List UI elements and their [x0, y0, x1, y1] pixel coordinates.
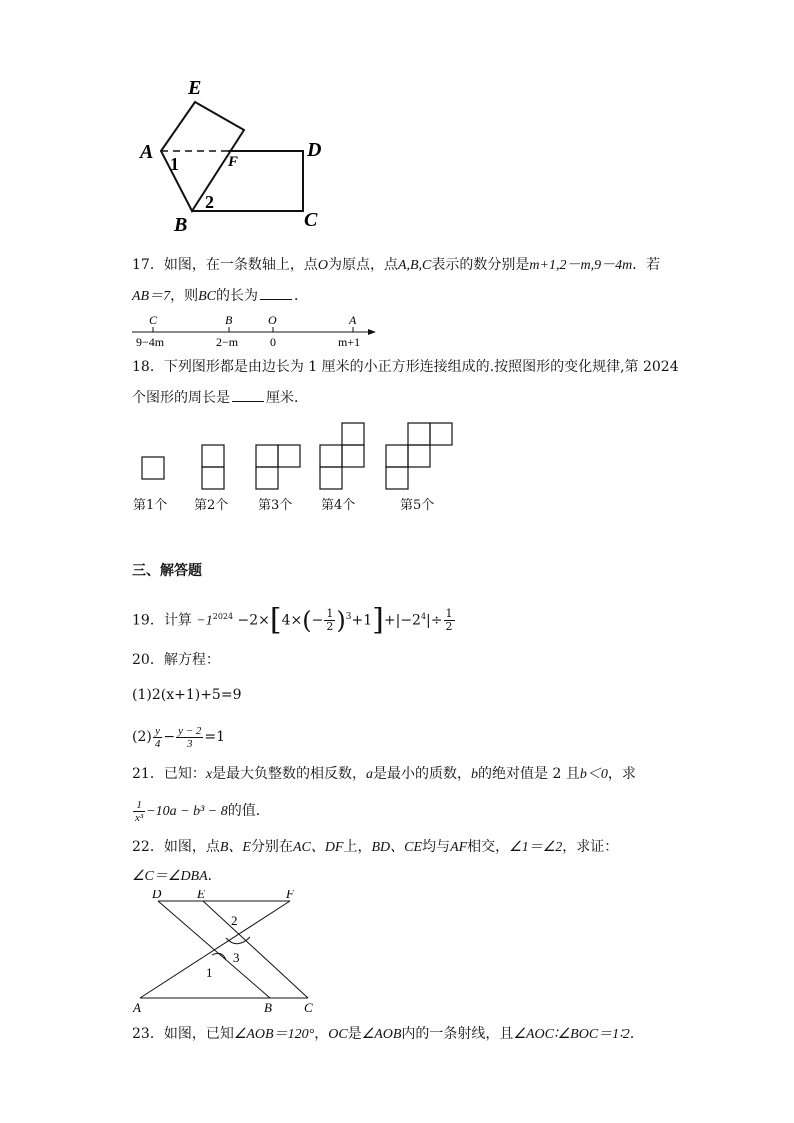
- axis-label-A: A: [349, 313, 357, 327]
- figure-rect-triangle: [130, 72, 350, 242]
- label-A: A: [133, 1000, 141, 1015]
- label-E: E: [197, 890, 205, 901]
- answer-blank: [232, 388, 264, 402]
- axis-label-O: O: [268, 313, 277, 327]
- label-angle-1: 1: [170, 154, 179, 174]
- label-D: D: [152, 890, 162, 901]
- question-22-line1: 22．如图，点B、E分别在AC、DF上，BD、CE均与AF相交，∠1＝∠2，求证：: [132, 839, 619, 855]
- figure-parallel-lines: [130, 890, 330, 1018]
- axis-value-C: 9−4m: [136, 335, 165, 349]
- caption-figure-4: 第4个: [321, 498, 356, 513]
- question-20-title: 20．解方程：: [132, 652, 220, 668]
- question-20-part1: (1)2(x+1)+5=9: [132, 687, 242, 703]
- question-18-line2: 个图形的周长是 厘米．: [132, 390, 308, 406]
- caption-figure-1: 第1个: [133, 498, 168, 513]
- caption-figure-5: 第5个: [400, 498, 435, 513]
- question-18-line1: 18．下列图形都是由边长为 1 厘米的小正方形连接组成的.按照图形的变化规律,第 2024: [132, 359, 679, 375]
- section-heading: 三、解答题: [132, 563, 202, 579]
- label-F: F: [286, 890, 294, 901]
- question-22-line2: ∠C＝∠DBA．: [132, 868, 222, 884]
- label-angle-3: 3: [233, 950, 240, 965]
- label-B: B: [174, 214, 188, 236]
- axis-value-A: m+1: [338, 335, 361, 349]
- label-E: E: [188, 77, 202, 99]
- label-B: B: [264, 1000, 272, 1015]
- question-20-part2: (2) $\frac{y}{4}$ − $\frac{y - 2}{3}$ =1: [132, 724, 226, 750]
- question-17-line2: AB＝7，则BC的长为 ．: [132, 288, 308, 304]
- axis-value-O: 0: [270, 335, 276, 349]
- caption-figure-2: 第2个: [194, 498, 229, 513]
- square-pattern-figure: [130, 420, 460, 495]
- question-17-line1: 17．如图，在一条数轴上，点O为原点，点A,B,C表示的数分别是m+1,2－m,9－4m．若: [132, 257, 661, 273]
- question-23: 23．如图，已知∠AOB＝120°，OC是∠AOB内的一条射线，且∠AOC∶∠BOC＝1∶2．: [132, 1026, 644, 1042]
- label-D: D: [307, 139, 322, 161]
- label-angle-1: 1: [206, 965, 213, 980]
- label-F: F: [228, 154, 239, 170]
- label-angle-2: 2: [205, 192, 214, 212]
- axis-label-B: B: [225, 313, 233, 327]
- label-A: A: [140, 141, 154, 163]
- number-line: [130, 310, 380, 350]
- label-C: C: [304, 209, 318, 231]
- answer-blank: [260, 286, 292, 300]
- label-C: C: [304, 1000, 313, 1015]
- label-angle-2: 2: [231, 913, 238, 928]
- axis-value-B: 2−m: [216, 335, 239, 349]
- question-19: 19．计算 $-1^{2024} -2\times[4\times(-$ $\frac{1}{2}$ )$^3+1]+|-2^4|\div$ $\frac{1}{2}$: [132, 602, 453, 638]
- axis-label-C: C: [149, 313, 158, 327]
- caption-figure-3: 第3个: [258, 498, 293, 513]
- question-21-line1: 21．已知：x是最大负整数的相反数，a是最小的质数，b的绝对值是 2 且b＜0，求: [132, 766, 636, 782]
- question-21-line2: $\frac{1}{\text{x³}}$ −10a − b³ − 8的值．: [135, 798, 270, 824]
